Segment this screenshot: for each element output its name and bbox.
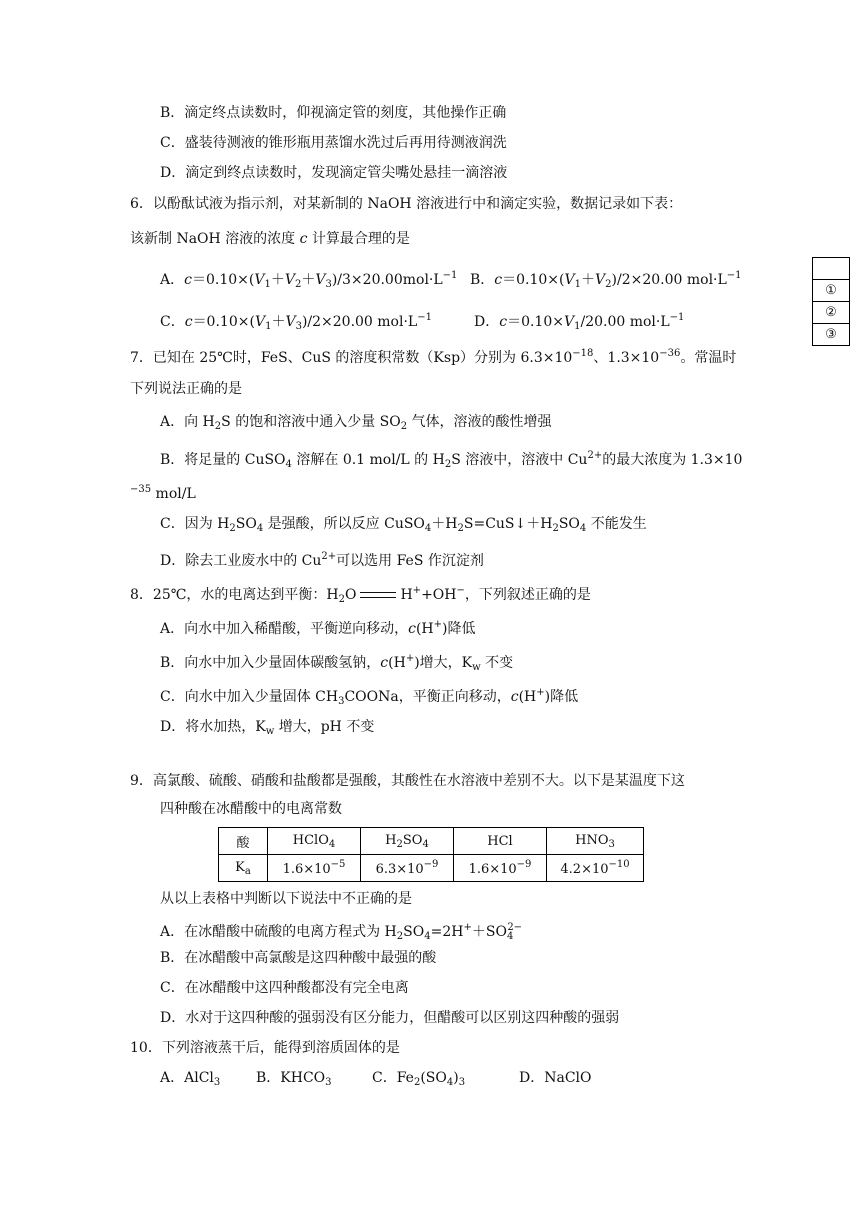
table-header: HClO$_4$ <box>268 828 361 855</box>
q7-option-b: B．将足量的 CuSO$_4$ 溶解在 0.1 mol/L 的 $H_2S$ 溶液中，溶液中 $Cu^{2+}$的最大浓度为 1.3×10 <box>160 450 743 470</box>
equilibrium-arrow-icon <box>360 588 396 602</box>
q8-stem: 8．25℃，水的电离达到平衡：$H_2O$ H++OH−，下列叙述正确的是 <box>130 585 591 605</box>
table-header: $H_2SO_4$ <box>361 828 454 855</box>
table-cell: $6.3\times 10^{-9}$ <box>361 855 454 882</box>
q9-option-c: C．在冰醋酸中这四种酸都没有完全电离 <box>160 980 409 996</box>
q5-option-c: C．盛装待测液的锥形瓶用蒸馏水洗过后再用待测液润洗 <box>160 135 507 151</box>
q6-option-b: B．$c=0.10\times(V_1+V_2)/2\times 20.00$ $mol\cdot L^{-1}$ <box>470 270 742 290</box>
q7-option-b-cont: $^{-35}$ mol/L <box>130 484 196 502</box>
q7-stem-2: 下列说法正确的是 <box>130 381 242 397</box>
q10-option-b: B．$KHCO_3$ <box>256 1070 332 1088</box>
table-header: $HNO_3$ <box>547 828 644 855</box>
q5-option-b: B．滴定终点读数时，仰视滴定管的刻度，其他操作正确 <box>160 105 507 121</box>
q7-option-c: C．因为 $H_2SO_4$ 是强酸，所以反应 $CuSO_4+H_2S=CuS↓+H_2SO_4$ 不能发生 <box>160 516 647 534</box>
table-header: 酸 <box>219 828 268 855</box>
q8-option-b: B．向水中加入少量固体碳酸氢钠，c(H+)增大，$K_w$ 不变 <box>160 653 514 673</box>
q6-option-d: D．$c=0.10\times V_1/20.00$ $mol\cdot L^{-1}$ <box>474 312 685 332</box>
q9-stem-2: 四种酸在冰醋酸中的电离常数 <box>160 801 342 817</box>
q6-stem: 6．以酚酞试液为指示剂，对某新制的 NaOH 溶液进行中和滴定实验，数据记录如下表： <box>130 196 683 212</box>
table-cell: $1.6\times 10^{-9}$ <box>454 855 547 882</box>
table-cell: $1.6\times 10^{-5}$ <box>268 855 361 882</box>
q9-option-d: D．水对于这四种酸的强弱没有区分能力，但醋酸可以区别这四种酸的强弱 <box>160 1010 620 1026</box>
q7-option-d: D．除去工业废水中的 $Cu^{2+}$可以选用 FeS 作沉淀剂 <box>160 551 484 569</box>
q6-stem-2: 该新制 NaOH 溶液的浓度 c 计算最合理的是 <box>130 231 410 247</box>
ionization-constant-table <box>218 827 644 882</box>
table-cell: $K_a$ <box>219 855 268 882</box>
q10-option-a: A．AlCl$_3$ <box>160 1070 221 1088</box>
data-table-cropped <box>812 257 850 346</box>
q7-option-a: A．向 $H_2S$ 的饱和溶液中通入少量 $SO_2$ 气体，溶液的酸性增强 <box>160 414 552 432</box>
q5-option-d: D．滴定到终点读数时，发现滴定管尖嘴处悬挂一滴溶液 <box>160 165 508 181</box>
q6-option-a: A．$c=0.10\times(V_1+V_2+V_3)/3\times 20.00mol\cdot L^{-1}$ <box>160 270 458 290</box>
q10-stem: 10．下列溶液蒸干后，能得到溶质固体的是 <box>130 1040 400 1056</box>
q9-option-b: B．在冰醋酸中高氯酸是这四种酸中最强的酸 <box>160 950 437 966</box>
q9-after-table: 从以上表格中判断以下说法中不正确的是 <box>160 891 412 907</box>
table-cell: ① <box>813 280 850 302</box>
table-cell: ③ <box>813 324 850 346</box>
table-header: HCl <box>454 828 547 855</box>
q8-option-d: D．将水加热，$K_w$ 增大，pH 不变 <box>160 719 375 737</box>
q10-option-c: C．$Fe_2(SO_4)_3$ <box>372 1070 466 1088</box>
q8-option-a: A．向水中加入稀醋酸，平衡逆向移动，c(H+)降低 <box>160 619 476 637</box>
table-cell: $4.2\times 10^{-10}$ <box>547 855 644 882</box>
table-cell: ② <box>813 302 850 324</box>
q10-option-d: D．NaClO <box>519 1070 592 1086</box>
q9-option-a: A．在冰醋酸中硫酸的电离方程式为 $H_2SO_4=2H^++SO_4^{2-}$ <box>160 922 523 942</box>
q9-stem: 9．高氯酸、硫酸、硝酸和盐酸都是强酸，其酸性在水溶液中差别不大。以下是某温度下这 <box>130 773 685 789</box>
q8-option-c: C．向水中加入少量固体 $CH_3COONa$，平衡正向移动，c(H+)降低 <box>160 687 579 707</box>
q7-stem: 7．已知在 25℃时，FeS、CuS 的溶度积常数（Ksp）分别为 $6.3\times 10^{-18}$、$1.3\times 10^{-36}$。常温时 <box>130 348 737 366</box>
q6-option-c: C．$c=0.10\times(V_1+V_3)/2\times 20.00$ $mol\cdot L^{-1}$ <box>160 312 432 332</box>
